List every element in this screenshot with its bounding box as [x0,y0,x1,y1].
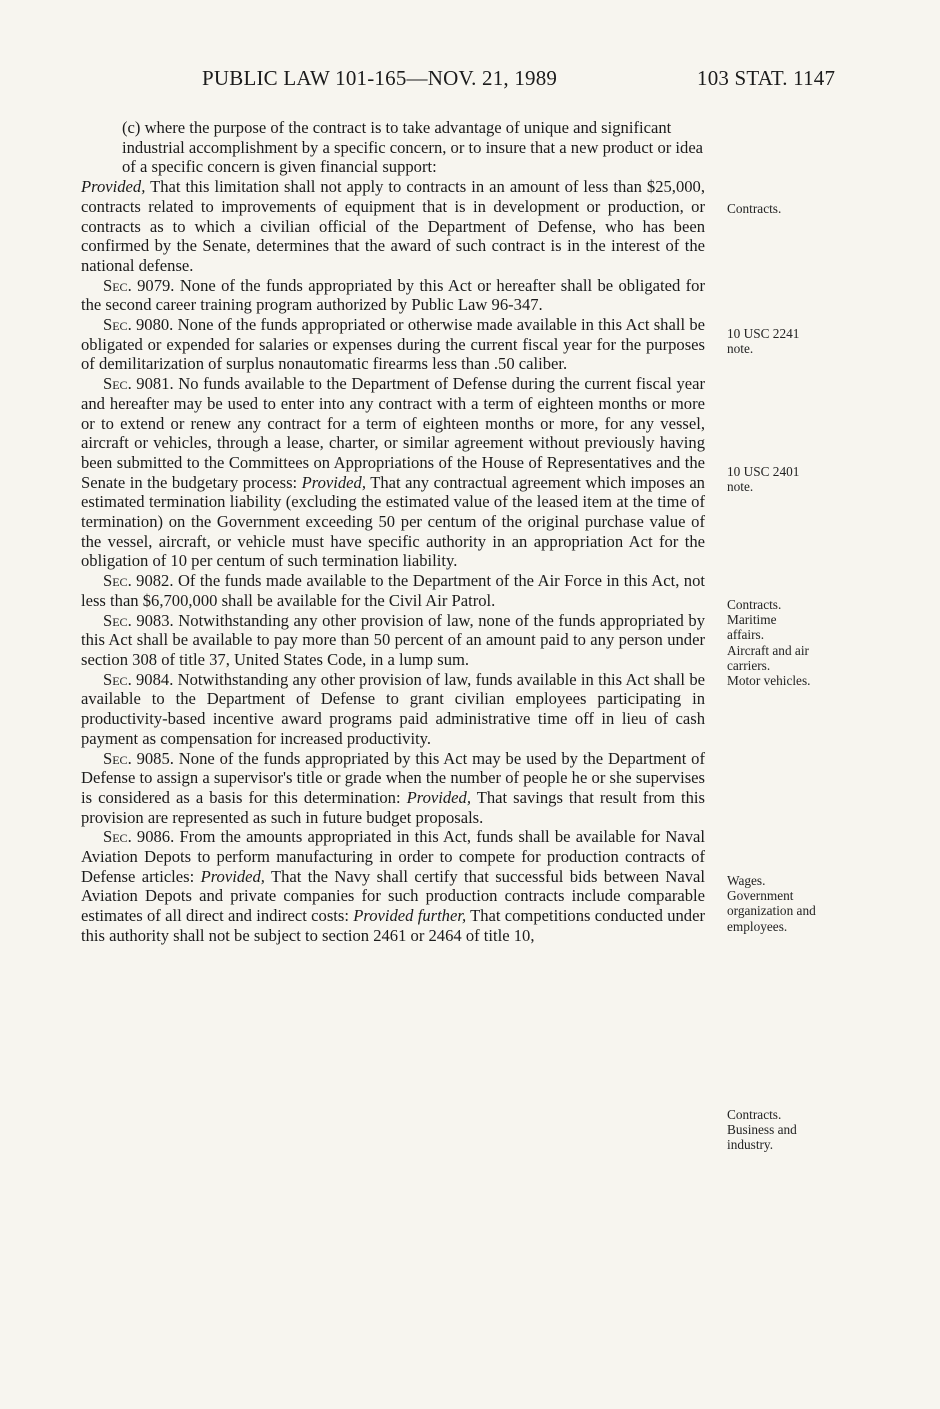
margin-note-line: Aircraft and air [727,642,809,658]
sec-label: Sec. [103,315,132,335]
section-9079-text: 9079. None of the funds appropriated by this Act or hereafter shall be obligated for the second career training program authorized by Public Law 96-347. [81,275,705,315]
margin-note-wages [727,873,877,934]
margin-note-line: employees. [727,918,788,934]
margin-note-line: carriers. [727,657,771,673]
section-9080-text: 9080. None of the funds appropriated or otherwise made available in this Act shall be obligated or expended for salaries or expenses during the current fiscal year for the purposes of demilitarization of surplus nonautomatic firearms less than .50 caliber. [81,315,705,374]
section-9081-text-a: 9081. No funds available to the Department of Defense during the current fiscal year and hereafter may be used to enter into any contract with a term of eighteen months or more or to extend or renew any contract for a term of eighteen months or more, for any vessel, aircraft or vehicles, through a lease, charter, or similar agreement without previously having been submitted to the Committees on Appropriations of the House of Representatives and the Senate in the budgetary process: [81,374,705,492]
paragraph-c: (c) where the purpose of the contract is to take advantage of unique and significant industrial accomplishment by a specific concern, or to insure that a new product or idea of a specific concern is given financial support: [122,118,704,177]
proviso-italic: Provided, [406,787,471,807]
margin-note-line: affairs. [727,627,765,643]
section-9083 [81,611,705,670]
proviso-italic: Provided, [301,472,366,492]
sec-label: Sec. [103,748,132,768]
margin-note-line: Business and [727,1122,797,1138]
proviso-italic: Provided, [200,866,265,886]
sec-label: Sec. [103,275,132,295]
margin-note-line: Contracts. [727,1107,782,1122]
section-9083-text: 9083. Notwithstanding any other provision of law, none of the funds appropriated by this Act shall be available to pay more than 50 percent of an amount paid to any person under section 308 of title 37, United States Code, in a lump sum. [81,610,705,669]
margin-note-line: 10 USC 2401 [727,464,800,479]
section-9085 [81,749,705,828]
proviso-italic: Provided, [81,177,146,197]
margin-note-line: note. [727,341,754,357]
margin-note-line: industry. [727,1137,774,1153]
margin-note-line: Maritime [727,612,777,628]
running-head-title: PUBLIC LAW 101-165—NOV. 21, 1989 [202,66,558,90]
margin-note-line: 10 USC 2241 [727,326,800,341]
section-9081-text-b: That any contractual agreement which imposes an estimated termination liability (excluding the estimated value of the leased item at the time of termination) on the Government exceeding 50 per centum of the original purchase value of the vessel, aircraft, or vehicle must have specific authority in an appropriation Act for the obligation of 10 per centum of such termination liability. [81,472,705,571]
section-9085-text-a: 9085. None of the funds appropriated by this Act may be used by the Department of Defense to assign a supervisor's title or grade when the number of people he or she supervises is considered as a basis for this determination: [81,748,705,807]
margin-note-10usc2401 [727,464,877,494]
section-9086-text-b: That the Navy shall certify that successful bids between Naval Aviation Depots and private companies for such production contracts include comparable estimates of all direct and indirect costs: [81,866,705,926]
proviso-paragraph [81,177,705,276]
margin-note-line: Government [727,888,794,904]
margin-note-line: organization and [727,903,816,919]
margin-note-contracts [727,201,877,216]
statute-page-number: 103 STAT. 1147 [697,66,836,90]
margin-note-line: Motor vehicles. [727,673,811,689]
sec-label: Sec. [103,571,132,591]
section-9085-text-b: That savings that result from this provision are represented as such in future budget proposals. [81,787,705,827]
sec-label: Sec. [103,610,132,630]
page-header [0,66,940,94]
section-9082-text: 9082. Of the funds made available to the Department of the Air Force in this Act, not less than $6,700,000 shall be available for the Civil Air Patrol. [81,571,705,610]
section-9086 [81,827,705,945]
section-9084 [81,670,705,749]
proviso-text: That this limitation shall not apply to contracts in an amount of less than $25,000, contracts related to improvements of equipment that is in development or production, or contracts as to which a civilian official of the Department of Defense, who has been confirmed by the Senate, determines that the award of such contract is in the interest of the national defense. [81,177,705,275]
main-text-column [81,118,705,946]
section-9080 [81,315,705,374]
margin-note-contracts-business [727,1107,877,1153]
section-9082 [81,571,705,610]
section-9081 [81,374,705,571]
sec-label: Sec. [103,374,132,394]
margin-note-line: Wages. [727,873,766,888]
margin-note-line: Contracts. [727,201,782,216]
section-9086-text-c: That competitions conducted under this authority shall not be subject to section 2461 or 2464 of title 10, [81,906,705,945]
sec-label: Sec. [103,827,132,847]
margin-note-line: note. [727,479,754,495]
proviso-further-italic: Provided further, [353,906,467,926]
margin-note-line: Contracts. [727,597,782,612]
sec-label: Sec. [103,669,132,689]
section-9086-text-a: 9086. From the amounts appropriated in this Act, funds shall be available for Naval Aviation Depots to perform manufacturing in order to compete for production contracts of Defense articles: [81,827,705,886]
section-9084-text: 9084. Notwithstanding any other provision of law, funds available in this Act shall be available to the Department of Defense to grant civilian employees participating in productivity-based incentive award programs paid administrative time off in lieu of cash payment as compensation for increased productivity. [81,669,705,748]
margin-note-10usc2241 [727,326,877,356]
margin-note-contracts-maritime [727,597,877,688]
section-9079 [81,276,705,315]
